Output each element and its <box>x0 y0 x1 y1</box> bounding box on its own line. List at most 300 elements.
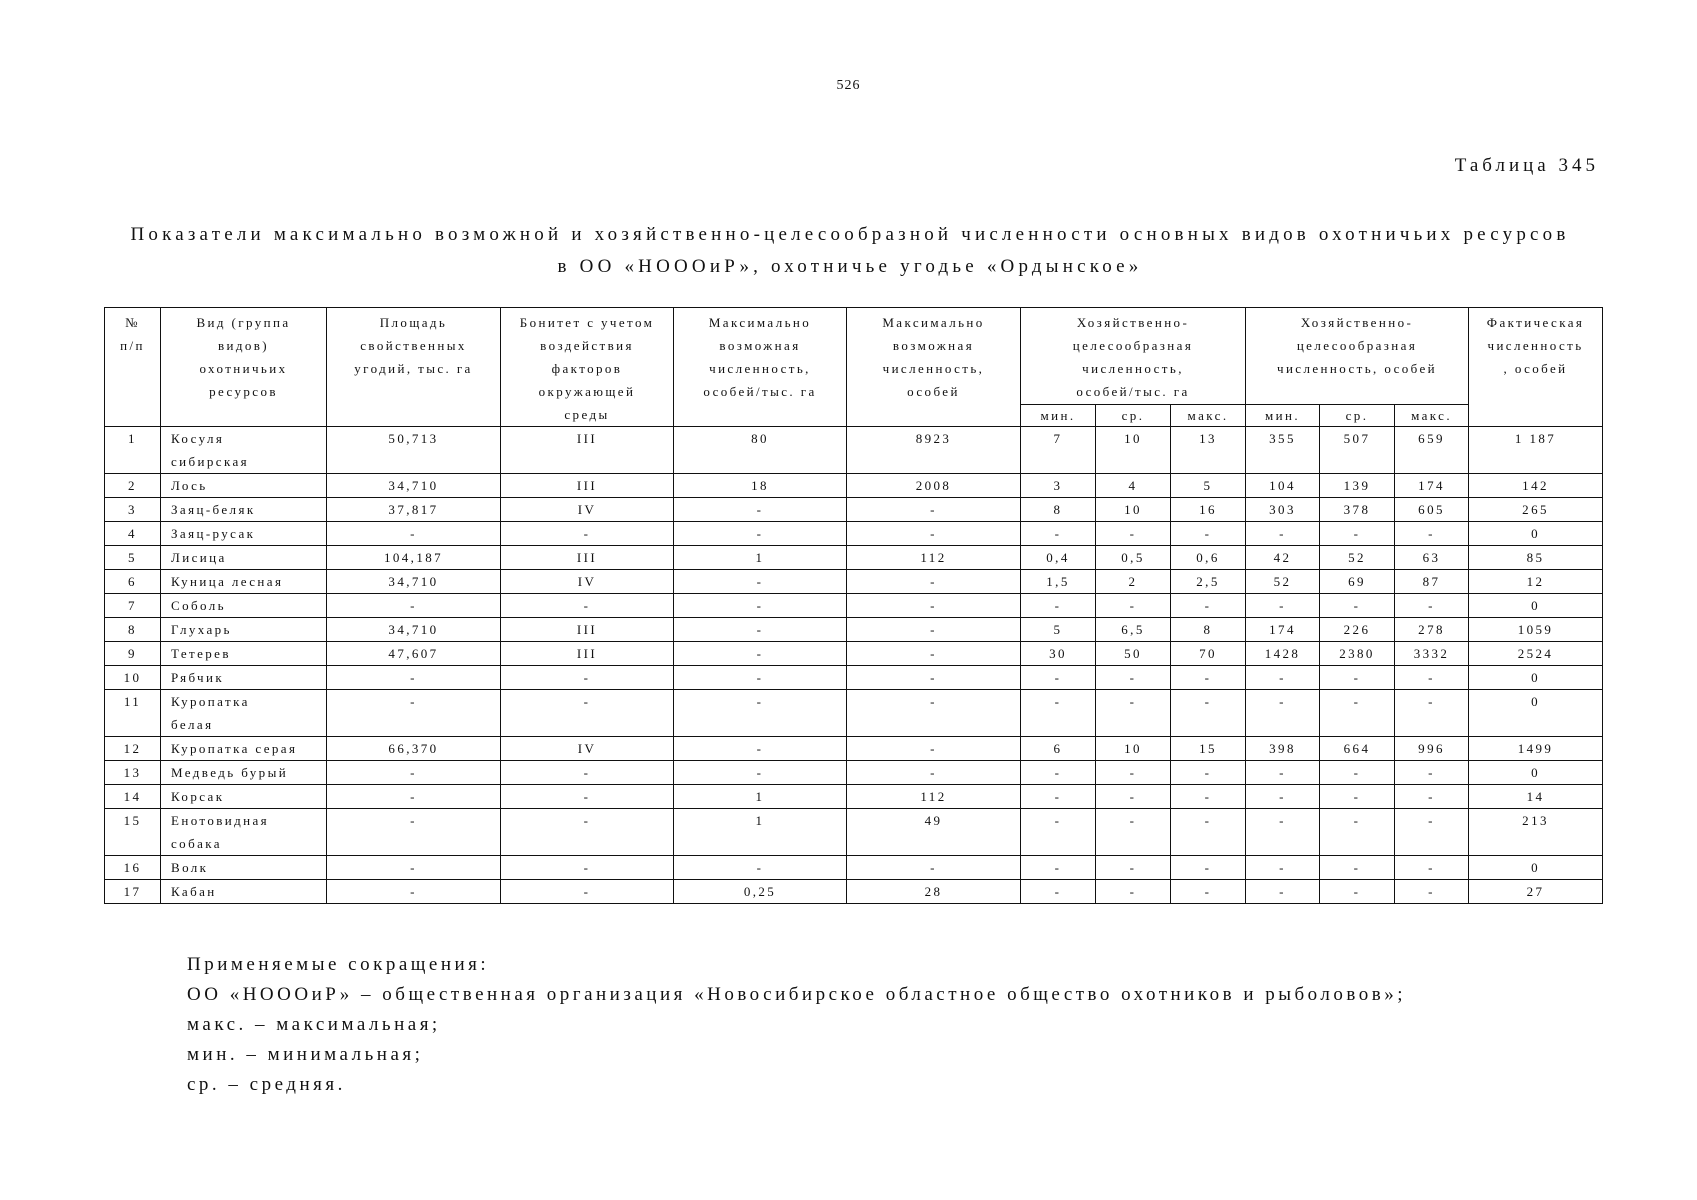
cell-actual: 0 <box>1469 666 1603 690</box>
cell-count-min: - <box>1246 785 1320 809</box>
cell-num: 12 <box>105 737 161 761</box>
cell-density-min: 7 <box>1021 427 1096 474</box>
header-line: численность, <box>1082 361 1184 376</box>
cell-bonitet: - <box>501 785 674 809</box>
cell-density-max: - <box>1171 666 1246 690</box>
header-line: особей/тыс. га <box>703 384 817 399</box>
subheader-count-avg: ср. <box>1320 404 1395 426</box>
cell-bonitet: III <box>501 546 674 570</box>
cell-num: 16 <box>105 856 161 880</box>
cell-count-max: - <box>1395 666 1469 690</box>
cell-num: 9 <box>105 642 161 666</box>
cell-count-min: 1428 <box>1246 642 1320 666</box>
table-title-line-2: в ОО «НОООиР», охотничье угодье «Ордынское» <box>557 256 1143 277</box>
cell-count-min: 355 <box>1246 427 1320 474</box>
cell-count-min: - <box>1246 880 1320 904</box>
header-line: Фактическая <box>1486 315 1585 330</box>
notes-heading: Применяемые сокращения: <box>187 954 490 975</box>
table-row <box>105 618 1603 642</box>
page-number: 526 <box>836 78 861 93</box>
cell-density-min: 3 <box>1021 474 1096 498</box>
cell-count-avg: 52 <box>1320 546 1395 570</box>
cell-count-max: - <box>1395 809 1469 856</box>
header-species <box>161 308 327 427</box>
cell-count-avg: 139 <box>1320 474 1395 498</box>
cell-density-min: - <box>1021 761 1096 785</box>
cell-area: - <box>327 880 501 904</box>
cell-bonitet: III <box>501 618 674 642</box>
header-line: угодий, тыс. га <box>354 361 473 376</box>
cell-max-density: 80 <box>674 427 847 474</box>
cell-count-min: 398 <box>1246 737 1320 761</box>
cell-bonitet: III <box>501 427 674 474</box>
cell-area: 37,817 <box>327 498 501 522</box>
cell-actual: 14 <box>1469 785 1603 809</box>
cell-actual: 1499 <box>1469 737 1603 761</box>
cell-count-avg: - <box>1320 522 1395 546</box>
species-name-line: Волк <box>171 860 209 875</box>
species-name-line: Лось <box>171 478 208 493</box>
cell-species <box>161 737 327 761</box>
cell-max-count: - <box>847 570 1021 594</box>
cell-bonitet: III <box>501 474 674 498</box>
cell-density-min: 5 <box>1021 618 1096 642</box>
cell-count-max: 174 <box>1395 474 1469 498</box>
cell-max-count: 28 <box>847 880 1021 904</box>
cell-species <box>161 522 327 546</box>
cell-max-count: - <box>847 761 1021 785</box>
cell-species <box>161 618 327 642</box>
cell-max-density: - <box>674 856 847 880</box>
cell-density-max: 15 <box>1171 737 1246 761</box>
header-line: свойственных <box>360 338 467 353</box>
cell-count-min: - <box>1246 761 1320 785</box>
header-max-density <box>674 308 847 427</box>
table-row <box>105 498 1603 522</box>
header-line: особей <box>907 384 960 399</box>
cell-count-min: 104 <box>1246 474 1320 498</box>
table-row <box>105 690 1603 737</box>
cell-species <box>161 594 327 618</box>
table-row <box>105 474 1603 498</box>
header-line: Максимально <box>882 315 985 330</box>
cell-density-min: - <box>1021 666 1096 690</box>
cell-density-min: - <box>1021 594 1096 618</box>
cell-count-max: 996 <box>1395 737 1469 761</box>
cell-bonitet: IV <box>501 737 674 761</box>
cell-species <box>161 761 327 785</box>
header-actual <box>1469 308 1603 427</box>
cell-density-min: 6 <box>1021 737 1096 761</box>
cell-actual: 0 <box>1469 856 1603 880</box>
cell-count-max: 659 <box>1395 427 1469 474</box>
cell-density-avg: 10 <box>1096 737 1171 761</box>
species-name-line: Енотовидная <box>171 813 270 828</box>
cell-species <box>161 809 327 856</box>
cell-bonitet: - <box>501 522 674 546</box>
cell-count-avg: - <box>1320 880 1395 904</box>
cell-density-avg: - <box>1096 522 1171 546</box>
species-name-line: Косуля <box>171 431 225 446</box>
cell-density-max: - <box>1171 761 1246 785</box>
cell-species <box>161 690 327 737</box>
cell-max-count: 112 <box>847 785 1021 809</box>
cell-count-max: - <box>1395 761 1469 785</box>
cell-density-avg: 4 <box>1096 474 1171 498</box>
cell-num: 11 <box>105 690 161 737</box>
table-row <box>105 856 1603 880</box>
cell-max-count: - <box>847 856 1021 880</box>
header-line: окружающей <box>538 384 636 399</box>
cell-num: 10 <box>105 666 161 690</box>
cell-species <box>161 642 327 666</box>
cell-density-max: - <box>1171 522 1246 546</box>
cell-count-avg: - <box>1320 809 1395 856</box>
cell-max-density: - <box>674 666 847 690</box>
species-name-line: Тетерев <box>171 646 231 661</box>
cell-bonitet: IV <box>501 498 674 522</box>
subheader-count-max: макс. <box>1395 404 1469 426</box>
cell-density-max: 0,6 <box>1171 546 1246 570</box>
header-line: целесообразная <box>1072 338 1194 353</box>
note-line: макс. – максимальная; <box>187 1014 441 1035</box>
header-line: Хозяйственно- <box>1300 315 1414 330</box>
cell-actual: 142 <box>1469 474 1603 498</box>
header-line: целесообразная <box>1296 338 1418 353</box>
cell-max-density: - <box>674 642 847 666</box>
header-line: возможная <box>719 338 801 353</box>
cell-bonitet: - <box>501 761 674 785</box>
table-row <box>105 737 1603 761</box>
cell-species <box>161 474 327 498</box>
cell-density-max: - <box>1171 785 1246 809</box>
species-name-line: Куропатка <box>171 694 250 709</box>
header-max-count <box>847 308 1021 427</box>
cell-count-min: - <box>1246 522 1320 546</box>
subheader-density-min: мин. <box>1021 404 1096 426</box>
cell-density-min: 8 <box>1021 498 1096 522</box>
cell-actual: 213 <box>1469 809 1603 856</box>
cell-area: - <box>327 666 501 690</box>
cell-density-min: - <box>1021 690 1096 737</box>
cell-count-avg: 226 <box>1320 618 1395 642</box>
species-name-line: Глухарь <box>171 622 232 637</box>
cell-actual: 12 <box>1469 570 1603 594</box>
cell-count-max: 605 <box>1395 498 1469 522</box>
cell-area: - <box>327 690 501 737</box>
cell-density-avg: - <box>1096 880 1171 904</box>
cell-num: 6 <box>105 570 161 594</box>
cell-max-density: 1 <box>674 785 847 809</box>
cell-density-min: - <box>1021 856 1096 880</box>
cell-density-min: - <box>1021 522 1096 546</box>
cell-density-avg: 10 <box>1096 498 1171 522</box>
cell-count-avg: - <box>1320 666 1395 690</box>
cell-density-max: - <box>1171 809 1246 856</box>
cell-count-min: 42 <box>1246 546 1320 570</box>
species-name-line: Куница лесная <box>171 574 284 589</box>
cell-species <box>161 856 327 880</box>
cell-max-count: - <box>847 498 1021 522</box>
cell-count-max: 3332 <box>1395 642 1469 666</box>
cell-density-min: 30 <box>1021 642 1096 666</box>
cell-area: 34,710 <box>327 474 501 498</box>
species-name-line: Лисица <box>171 550 227 565</box>
cell-count-max: - <box>1395 880 1469 904</box>
cell-density-max: 16 <box>1171 498 1246 522</box>
cell-count-min: - <box>1246 856 1320 880</box>
cell-density-min: 1,5 <box>1021 570 1096 594</box>
cell-max-density: - <box>674 498 847 522</box>
note-line: ОО «НОООиР» – общественная организация «Новосибирское областное общество охотников и рыболовов»; <box>187 984 1406 1005</box>
cell-area: 104,187 <box>327 546 501 570</box>
cell-max-count: - <box>847 737 1021 761</box>
header-line: охотничьих <box>199 361 288 376</box>
cell-area: - <box>327 856 501 880</box>
header-area <box>327 308 501 427</box>
cell-num: 2 <box>105 474 161 498</box>
cell-bonitet: - <box>501 690 674 737</box>
species-name-line: Кабан <box>171 884 217 899</box>
species-name-line: Медведь бурый <box>171 765 289 780</box>
cell-density-avg: - <box>1096 666 1171 690</box>
cell-count-min: - <box>1246 690 1320 737</box>
table-row <box>105 761 1603 785</box>
cell-actual: 265 <box>1469 498 1603 522</box>
species-name-line: собака <box>171 836 222 851</box>
cell-num: 13 <box>105 761 161 785</box>
cell-density-avg: - <box>1096 809 1171 856</box>
cell-density-max: 5 <box>1171 474 1246 498</box>
cell-max-density: 1 <box>674 546 847 570</box>
cell-density-max: - <box>1171 690 1246 737</box>
header-line: возможная <box>892 338 975 353</box>
table-row <box>105 570 1603 594</box>
table-title-line-1: Показатели максимально возможной и хозяйственно-целесообразной численности основных видов охотничьих ресурсов <box>130 224 1570 245</box>
cell-bonitet: - <box>501 809 674 856</box>
cell-actual: 0 <box>1469 690 1603 737</box>
cell-max-density: - <box>674 570 847 594</box>
header-num <box>105 308 161 427</box>
header-eco-count <box>1246 308 1469 405</box>
cell-actual: 27 <box>1469 880 1603 904</box>
table-row <box>105 642 1603 666</box>
species-name-line: Заяц-беляк <box>171 502 256 517</box>
cell-count-min: 174 <box>1246 618 1320 642</box>
cell-count-max: 87 <box>1395 570 1469 594</box>
cell-count-avg: - <box>1320 856 1395 880</box>
subheader-count-min: мин. <box>1246 404 1320 426</box>
cell-species <box>161 785 327 809</box>
header-line: численность, особей <box>1277 361 1438 376</box>
cell-count-avg: 378 <box>1320 498 1395 522</box>
cell-count-min: 52 <box>1246 570 1320 594</box>
abbreviations-notes <box>187 950 1406 1100</box>
cell-density-max: 70 <box>1171 642 1246 666</box>
cell-area: 66,370 <box>327 737 501 761</box>
cell-count-max: - <box>1395 522 1469 546</box>
table-row <box>105 546 1603 570</box>
cell-count-min: - <box>1246 594 1320 618</box>
cell-num: 4 <box>105 522 161 546</box>
cell-max-count: - <box>847 522 1021 546</box>
cell-area: - <box>327 594 501 618</box>
header-line: численность <box>1487 338 1584 353</box>
note-line: мин. – минимальная; <box>187 1044 424 1065</box>
header-line: воздействия <box>540 338 634 353</box>
header-line: Хозяйственно- <box>1076 315 1190 330</box>
cell-actual: 1059 <box>1469 618 1603 642</box>
cell-count-avg: - <box>1320 690 1395 737</box>
cell-count-min: 303 <box>1246 498 1320 522</box>
cell-max-count: - <box>847 642 1021 666</box>
cell-count-avg: 507 <box>1320 427 1395 474</box>
cell-max-count: 49 <box>847 809 1021 856</box>
cell-num: 1 <box>105 427 161 474</box>
cell-count-avg: - <box>1320 594 1395 618</box>
cell-species <box>161 666 327 690</box>
species-name-line: Заяц-русак <box>171 526 256 541</box>
cell-count-min: - <box>1246 809 1320 856</box>
species-name-line: Рябчик <box>171 670 225 685</box>
cell-count-max: 63 <box>1395 546 1469 570</box>
cell-density-max: 8 <box>1171 618 1246 642</box>
table-row <box>105 785 1603 809</box>
table-row <box>105 666 1603 690</box>
header-bonitet <box>501 308 674 427</box>
cell-max-density: - <box>674 737 847 761</box>
cell-max-density: 0,25 <box>674 880 847 904</box>
cell-num: 3 <box>105 498 161 522</box>
cell-area: 34,710 <box>327 618 501 642</box>
cell-area: - <box>327 761 501 785</box>
cell-density-avg: - <box>1096 856 1171 880</box>
header-line: Вид (группа <box>196 315 291 330</box>
header-line: среды <box>564 407 610 422</box>
header-line: , особей <box>1503 361 1568 376</box>
cell-bonitet: - <box>501 666 674 690</box>
cell-species <box>161 498 327 522</box>
cell-density-avg: 50 <box>1096 642 1171 666</box>
header-line: Бонитет с учетом <box>519 315 655 330</box>
header-line: численность, <box>709 361 811 376</box>
cell-max-count: - <box>847 690 1021 737</box>
cell-max-density: - <box>674 690 847 737</box>
cell-max-count: 112 <box>847 546 1021 570</box>
cell-actual: 0 <box>1469 522 1603 546</box>
table-body <box>105 427 1603 904</box>
cell-max-count: - <box>847 618 1021 642</box>
table-row <box>105 809 1603 856</box>
table-row <box>105 427 1603 474</box>
cell-num: 5 <box>105 546 161 570</box>
cell-max-density: - <box>674 522 847 546</box>
subheader-density-avg: ср. <box>1096 404 1171 426</box>
cell-species <box>161 546 327 570</box>
header-row <box>105 308 1603 405</box>
cell-num: 14 <box>105 785 161 809</box>
header-line: видов) <box>217 338 270 353</box>
cell-density-avg: - <box>1096 690 1171 737</box>
cell-num: 15 <box>105 809 161 856</box>
cell-bonitet: IV <box>501 570 674 594</box>
cell-count-max: - <box>1395 690 1469 737</box>
cell-max-count: 8923 <box>847 427 1021 474</box>
table-row <box>105 880 1603 904</box>
cell-num: 8 <box>105 618 161 642</box>
cell-max-count: 2008 <box>847 474 1021 498</box>
cell-density-min: - <box>1021 785 1096 809</box>
header-eco-density <box>1021 308 1246 405</box>
cell-actual: 1 187 <box>1469 427 1603 474</box>
cell-area: 47,607 <box>327 642 501 666</box>
cell-density-min: 0,4 <box>1021 546 1096 570</box>
cell-species <box>161 427 327 474</box>
cell-num: 7 <box>105 594 161 618</box>
species-name-line: белая <box>171 717 214 732</box>
cell-density-min: - <box>1021 880 1096 904</box>
cell-density-max: 13 <box>1171 427 1246 474</box>
cell-actual: 85 <box>1469 546 1603 570</box>
header-line: № <box>125 315 140 330</box>
table-label: Таблица 345 <box>1454 155 1599 176</box>
data-table <box>104 307 1603 904</box>
cell-species <box>161 570 327 594</box>
species-name-line: сибирская <box>171 454 250 469</box>
header-line: факторов <box>551 361 623 376</box>
cell-actual: 0 <box>1469 594 1603 618</box>
cell-count-avg: 69 <box>1320 570 1395 594</box>
cell-density-max: 2,5 <box>1171 570 1246 594</box>
table-row <box>105 522 1603 546</box>
cell-density-max: - <box>1171 594 1246 618</box>
cell-area: - <box>327 522 501 546</box>
cell-density-avg: 2 <box>1096 570 1171 594</box>
cell-area: 50,713 <box>327 427 501 474</box>
cell-count-min: - <box>1246 666 1320 690</box>
cell-max-count: - <box>847 594 1021 618</box>
cell-density-avg: 0,5 <box>1096 546 1171 570</box>
cell-count-avg: 2380 <box>1320 642 1395 666</box>
table-row <box>105 594 1603 618</box>
header-line: ресурсов <box>209 384 278 399</box>
cell-bonitet: - <box>501 880 674 904</box>
cell-actual: 0 <box>1469 761 1603 785</box>
cell-max-density: 1 <box>674 809 847 856</box>
cell-density-avg: - <box>1096 785 1171 809</box>
cell-count-avg: - <box>1320 785 1395 809</box>
cell-count-avg: - <box>1320 761 1395 785</box>
cell-density-min: - <box>1021 809 1096 856</box>
cell-max-density: - <box>674 761 847 785</box>
species-name-line: Куропатка серая <box>171 741 298 756</box>
species-name-line: Корсак <box>171 789 225 804</box>
cell-species <box>161 880 327 904</box>
cell-density-max: - <box>1171 856 1246 880</box>
header-line: особей/тыс. га <box>1076 384 1190 399</box>
header-line: численность, <box>882 361 985 376</box>
note-line: ср. – средняя. <box>187 1074 346 1095</box>
header-line: п/п <box>120 338 145 353</box>
subheader-density-max: макс. <box>1171 404 1246 426</box>
cell-density-avg: 6,5 <box>1096 618 1171 642</box>
cell-bonitet: III <box>501 642 674 666</box>
cell-max-density: - <box>674 594 847 618</box>
cell-count-max: - <box>1395 594 1469 618</box>
cell-count-max: - <box>1395 785 1469 809</box>
header-line: Максимально <box>708 315 812 330</box>
cell-max-density: - <box>674 618 847 642</box>
